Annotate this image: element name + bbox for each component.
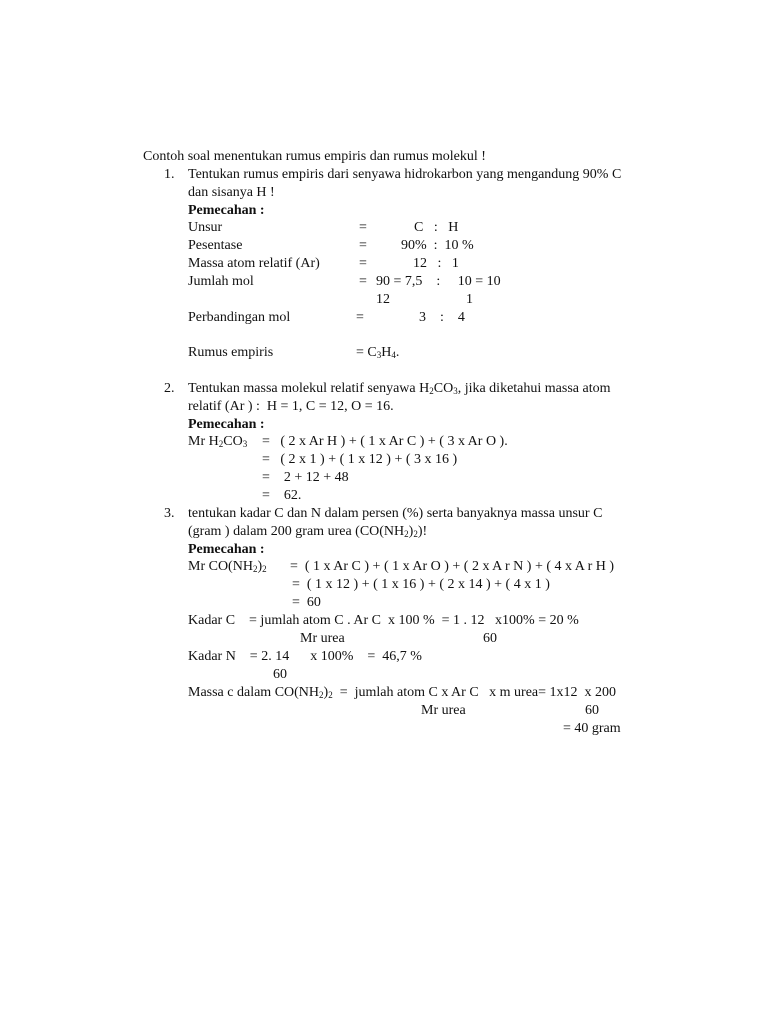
- q3-kadar-n-denominator: 60: [273, 667, 287, 682]
- q2-number: 2.: [164, 381, 175, 396]
- q3-text-line1: tentukan kadar C dan N dalam persen (%) serta banyaknya massa unsur C: [188, 506, 603, 521]
- q1-rumus-empiris-value: = $C_3H_4$.: [356, 345, 400, 360]
- q1-ar-eq: =: [359, 256, 367, 271]
- q1-pesentase-value: 90% : 10 %: [401, 238, 474, 253]
- q2-step-2: = ( 2 x 1 ) + ( 1 x 12 ) + ( 3 x 16 ): [262, 452, 458, 467]
- q1-text-line1: Tentukan rumus empiris dari senyawa hidrokarbon yang mengandung 90% C: [188, 167, 622, 182]
- q3-step-2: = ( 1 x 12 ) + ( 1 x 16 ) + ( 2 x 14 ) + ( 4 x 1 ): [292, 577, 550, 592]
- q1-mol-label: Jumlah mol: [188, 274, 254, 289]
- q2-step-1: = ( 2 x Ar H ) + ( 1 x Ar C ) + ( 3 x Ar O ).: [262, 434, 508, 449]
- q3-kadar-c-denominator-1: Mr urea: [300, 631, 345, 646]
- q3-text-line2: (gram ) dalam 200 gram urea $(CO(NH_2)_2)$!: [188, 524, 428, 539]
- q1-ar-value: 12 : 1: [413, 256, 459, 271]
- q3-mr-label: Mr $CO(NH_2)_2$: [188, 559, 267, 574]
- q1-perbandingan-eq: =: [356, 310, 364, 325]
- q3-kadar-n: Kadar N = 2. 14 x 100% = 46,7 %: [188, 649, 422, 664]
- q1-mol-eq: =: [359, 274, 367, 289]
- q1-pesentase-label: Pesentase: [188, 238, 243, 253]
- q1-perbandingan-label: Perbandingan mol: [188, 310, 291, 325]
- q3-massa-c-denominator-1: Mr urea: [421, 703, 466, 718]
- q1-unsur-value: C : H: [414, 220, 459, 235]
- q3-massa-c: Massa c dalam $CO(NH_2)_2$ = jumlah atom C x Ar C x m urea= 1x12 x 200: [188, 685, 617, 700]
- q2-mr-label: Mr $H_2CO_3$: [188, 434, 248, 449]
- q3-kadar-c: Kadar C = jumlah atom C . Ar C x 100 % = 1 . 12 x100% = 20 %: [188, 613, 579, 628]
- q1-mol-denominator-1: 12: [376, 292, 390, 307]
- q3-kadar-c-denominator-2: 60: [483, 631, 497, 646]
- q1-mol-denominator-2: 1: [466, 292, 473, 307]
- document-title: Contoh soal menentukan rumus empiris dan rumus molekul !: [143, 149, 486, 164]
- q1-pesentase-eq: =: [359, 238, 367, 253]
- q1-rumus-empiris-label: Rumus empiris: [188, 345, 274, 360]
- q1-unsur-eq: =: [359, 220, 367, 235]
- q1-ar-label: Massa atom relatif (Ar): [188, 256, 320, 271]
- q3-solution-heading: Pemecahan :: [188, 542, 265, 557]
- q1-mol-value: 90 = 7,5 : 10 = 10: [376, 274, 501, 289]
- q2-step-3: = 2 + 12 + 48: [262, 470, 349, 485]
- q1-unsur-label: Unsur: [188, 220, 223, 235]
- q1-perbandingan-value: 3 : 4: [419, 310, 465, 325]
- q3-number: 3.: [164, 506, 175, 521]
- q2-text-line1: Tentukan massa molekul relatif senyawa $H_2CO_3$, jika diketahui massa atom: [188, 381, 611, 396]
- q3-result: = 40 gram: [563, 721, 621, 736]
- q3-massa-c-denominator-2: 60: [585, 703, 599, 718]
- q3-step-3: = 60: [292, 595, 321, 610]
- q1-number: 1.: [164, 167, 175, 182]
- q2-solution-heading: Pemecahan :: [188, 417, 265, 432]
- q1-text-line2: dan sisanya H !: [188, 185, 275, 200]
- q1-solution-heading: Pemecahan :: [188, 203, 265, 218]
- q2-text-line2: relatif (Ar ) : H = 1, C = 12, O = 16.: [188, 399, 394, 414]
- q3-step-1: = ( 1 x Ar C ) + ( 1 x Ar O ) + ( 2 x A r N ) + ( 4 x A r H ): [290, 559, 615, 574]
- q2-step-4: = 62.: [262, 488, 302, 503]
